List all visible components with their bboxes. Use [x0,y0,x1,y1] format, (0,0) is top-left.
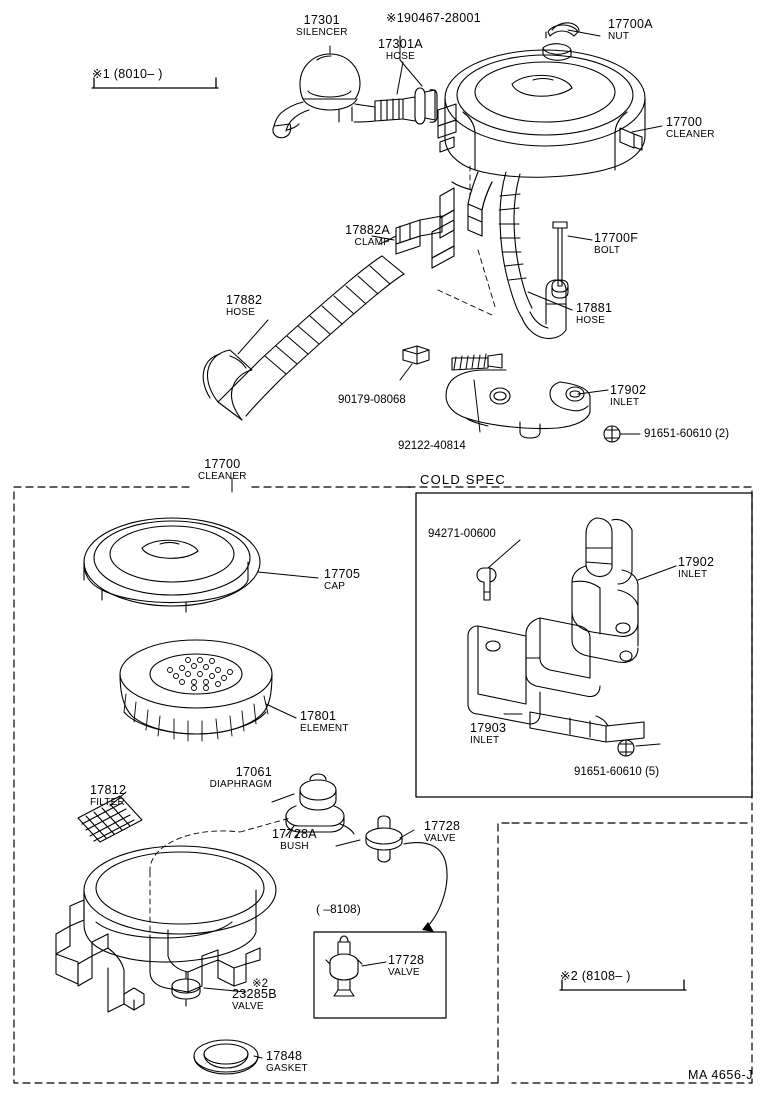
label-clip-94271: 94271-00600 [428,528,496,540]
label-clamp-17882a [320,224,390,249]
part-number: 17902 [610,383,647,397]
part-number: 17903 [470,721,507,735]
label-cleaner-17700-top [666,116,715,141]
part-number: 17848 [266,1049,303,1063]
label-cleaner-17700-bottom [198,458,247,483]
label-bolt-92122: 92122-40814 [398,440,466,452]
inset-range-label: ( –8108) [316,902,361,916]
part-name: ELEMENT [300,722,349,734]
part-number: 17801 [300,709,337,723]
label-hose-17882 [226,294,262,319]
part-name: CLEANER [666,128,715,140]
part-name: SILENCER [296,26,348,38]
part-name: INLET [678,568,708,580]
label-gasket-17848 [266,1050,308,1075]
part-number: 17700 [666,115,703,129]
part-number: 17728 [388,953,425,967]
part-number: 17728A [272,827,317,841]
label-inlet-17902-top [610,384,646,409]
label-valve-23285b-marker: ※2 [252,978,269,990]
part-name: VALVE [232,1000,264,1012]
label-bush-17728a [272,828,317,853]
part-number: 23285B [232,987,277,1001]
part-number: 17728 [424,819,461,833]
part-name: DIAPHRAGM [209,778,272,790]
label-valve-17728-inset [388,954,424,979]
note-marker-2: ※2 (8108– ) [560,969,631,983]
part-number: ※190467-28001 [386,11,482,25]
part-number: 17700 [204,457,241,471]
label-hose-17881 [576,302,612,327]
part-name: BOLT [594,244,621,256]
label-bolt-17700f [594,232,638,257]
part-name: FILTER [90,796,125,808]
part-number: 17061 [235,765,272,779]
part-name: INLET [610,396,640,408]
label-screw-91651-5: 91651-60610 (5) [574,766,660,778]
label-filter-17812 [90,784,126,809]
part-name: VALVE [388,966,420,978]
part-number: 17301A [378,37,423,51]
part-name: HOSE [385,50,416,62]
part-number: 17301 [303,13,340,27]
label-diaphragm-17061 [170,766,272,791]
label-inlet-17903-cold [470,722,506,747]
label-silencer [296,14,348,39]
part-number: 17700A [608,17,653,31]
label-nut-90179: 90179-08068 [338,394,406,406]
part-number: 17882 [226,293,263,307]
label-element-17801 [300,710,349,735]
part-number: 17882A [345,223,390,237]
part-name: CLEANER [198,470,247,482]
label-inlet-17902-cold [678,556,714,581]
part-number: 17700F [594,231,639,245]
part-name: HOSE [226,306,256,318]
part-name: CLAMP [354,236,390,248]
part-name: VALVE [424,832,456,844]
label-hose-17301a [378,38,423,63]
label-screw-91651-2: 91651-60610 (2) [644,428,730,440]
part-number: 17902 [678,555,715,569]
part-number: 17812 [90,783,127,797]
label-valve-17728 [424,820,460,845]
part-name: NUT [608,30,630,42]
part-number: 17881 [576,301,613,315]
label-bolt-190467 [386,12,481,25]
drawing-code: MA 4656-J [688,1068,754,1082]
label-valve-23285b [232,988,277,1013]
part-name: GASKET [266,1062,308,1074]
part-name: HOSE [576,314,606,326]
label-cap-17705 [324,568,360,593]
note-marker-1: ※1 (8010– ) [92,67,163,81]
part-name: INLET [470,734,500,746]
label-nut-17700a [608,18,653,43]
part-number: 17705 [324,567,361,581]
part-name: CAP [324,580,346,592]
part-name: BUSH [280,840,309,852]
cold-spec-title: COLD SPEC [420,472,506,487]
